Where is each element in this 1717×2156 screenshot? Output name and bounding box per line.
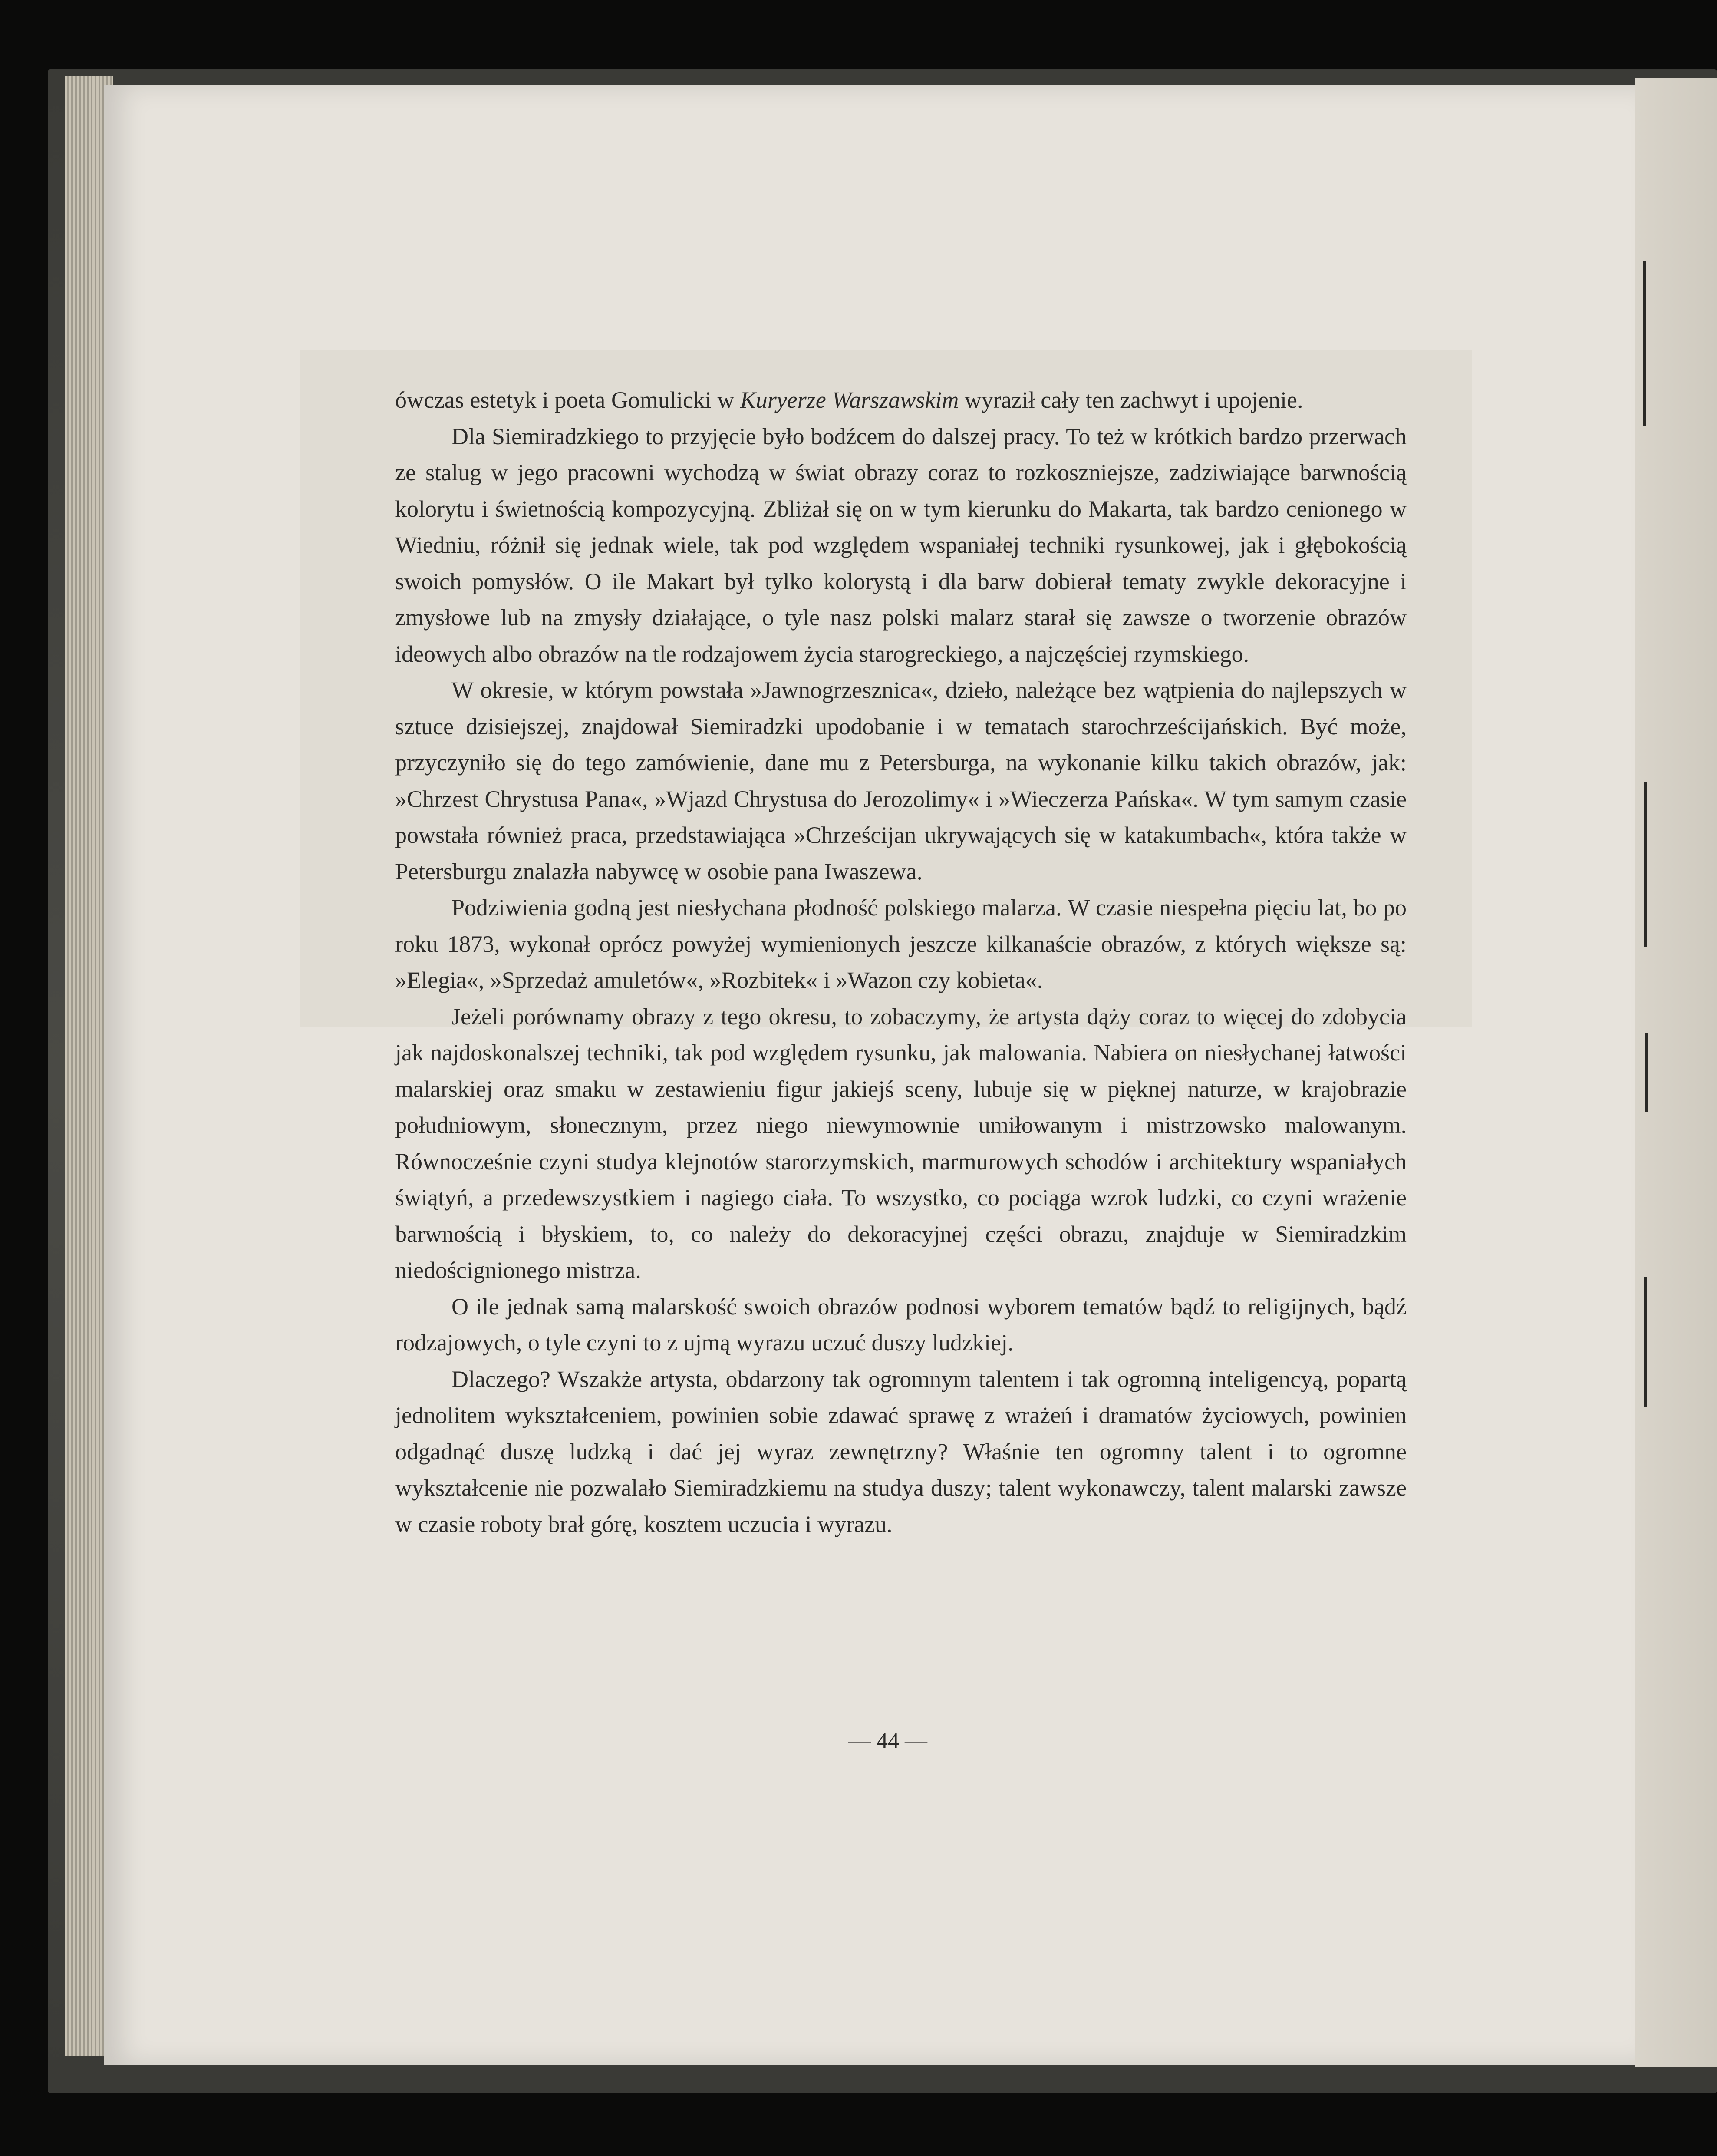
- paragraph: [395, 1361, 1407, 1543]
- paragraph: [395, 672, 1407, 890]
- spine-mark: [1644, 782, 1647, 947]
- paragraph: [395, 382, 1407, 419]
- page-number: — 44 —: [848, 1729, 927, 1753]
- paragraph-text: ówczas estetyk i poeta Gomulicki w: [395, 387, 740, 413]
- paragraph-text: wyraził cały ten zachwyt i upojenie.: [959, 387, 1303, 413]
- spine-mark: [1645, 1033, 1648, 1112]
- spine-mark: [1643, 261, 1646, 426]
- paragraph: [395, 890, 1407, 999]
- body-text: [395, 382, 1407, 1542]
- spine-mark: [1644, 1277, 1647, 1407]
- paragraph-text: Dlaczego? Wszakże artysta, obdarzony tak ogromnym talentem i tak ogromną inteligencyą, popartą jednolitem wykształceniem, powinien sobie zdawać sprawę z wrażeń i dramatów życiowych, powinien odgadnąć duszę ludzką i dać jej wyraz zewnętrzny? Właśnie ten ogromny talent i to ogromne wykształcenie nie pozwalało Siemiradzkiemu na studya duszy; talent wykonawczy, talent malarski zawsze w czasie roboty brał górę, kosztem uczucia i wyrazu.: [395, 1366, 1407, 1537]
- paragraph-text: Podziwienia godną jest niesłychana płodność polskiego malarza. W czasie niespełna pięciu lat, bo po roku 1873, wykonał oprócz powyżej wymienionych jeszcze kilkanaście obrazów, z których większe są: »Elegia«, »Sprzedaż amuletów«, »Rozbitek« i »Wazon czy kobieta«.: [395, 895, 1407, 993]
- italic-title: Kuryerze Warszawskim: [740, 387, 959, 413]
- paragraph-text: O ile jednak samą malarskość swoich obrazów podnosi wyborem tematów bądź to religijnych, bądź rodzajowych, o tyle czyni to z ujmą wyrazu uczuć duszy ludzkiej.: [395, 1293, 1407, 1356]
- facing-page-edge: [1635, 78, 1717, 2067]
- paragraph: [395, 1289, 1407, 1361]
- paragraph-text: Jeżeli porównamy obrazy z tego okresu, to zobaczymy, że artysta dąży coraz to więcej do zdobycia jak najdoskonalszej techniki, tak pod względem rysunku, jak malowania. Nabiera on niesłychanej łatwości malarskiej oraz smaku w zestawieniu figur jakiejś sceny, lubuje się w pięknej naturze, w krajobrazie południowym, słonecznym, przez niego niewymownie umiłowanym i mistrzowsko malowanym. Równocześnie czyni studya klejnotów starorzymskich, marmurowych schodów i architektury wspaniałych świątyń, a przedewszystkiem i nagiego ciała. To wszystko, co pociąga wzrok ludzki, co czyni wrażenie barwnością i błyskiem, to, co należy do dekoracyjnej części obrazu, znajduje w Siemiradzkim niedoścignionego mistrza.: [395, 1003, 1407, 1283]
- paragraph: [395, 999, 1407, 1289]
- paragraph: [395, 419, 1407, 673]
- paragraph-text: W okresie, w którym powstała »Jawnogrzesznica«, dzieło, należące bez wątpienia do najlepszych w sztuce dzisiejszej, znajdował Siemiradzki upodobanie i w tematach starochrześcijańskich. Być może, przyczyniło się do tego zamówienie, dane mu z Petersburga, na wykonanie kilku takich obrazów, jak: »Chrzest Chrystusa Pana«, »Wjazd Chrystusa do Jerozolimy« i »Wieczerza Pańska«. W tym samym czasie powstała również praca, przedstawiająca »Chrześcijan ukrywających się w katakumbach«, która także w Petersburgu znalazła nabywcę w osobie pana Iwaszewa.: [395, 677, 1407, 885]
- paragraph-text: Dla Siemiradzkiego to przyjęcie było bodźcem do dalszej pracy. To też w krótkich bardzo przerwach ze stalug w jego pracowni wychodzą w świat obrazy coraz to rozkoszniejsze, zadziwiające barwnością kolorytu i świetnością kompozycyjną. Zbliżał się on w tym kierunku do Makarta, tak bardzo cenionego w Wiedniu, różnił się jednak wiele, tak pod względem wspaniałej techniki rysunkowej, jak i głębokością swoich pomysłów. O ile Makart był tylko kolorystą i dla barw dobierał tematy zwykle dekoracyjne i zmysłowe lub na zmysły działające, o tyle nasz polski malarz starał się zawsze o tworzenie obrazów ideowych albo obrazów na tle rodzajowem życia starogreckiego, a najczęściej rzymskiego.: [395, 423, 1407, 667]
